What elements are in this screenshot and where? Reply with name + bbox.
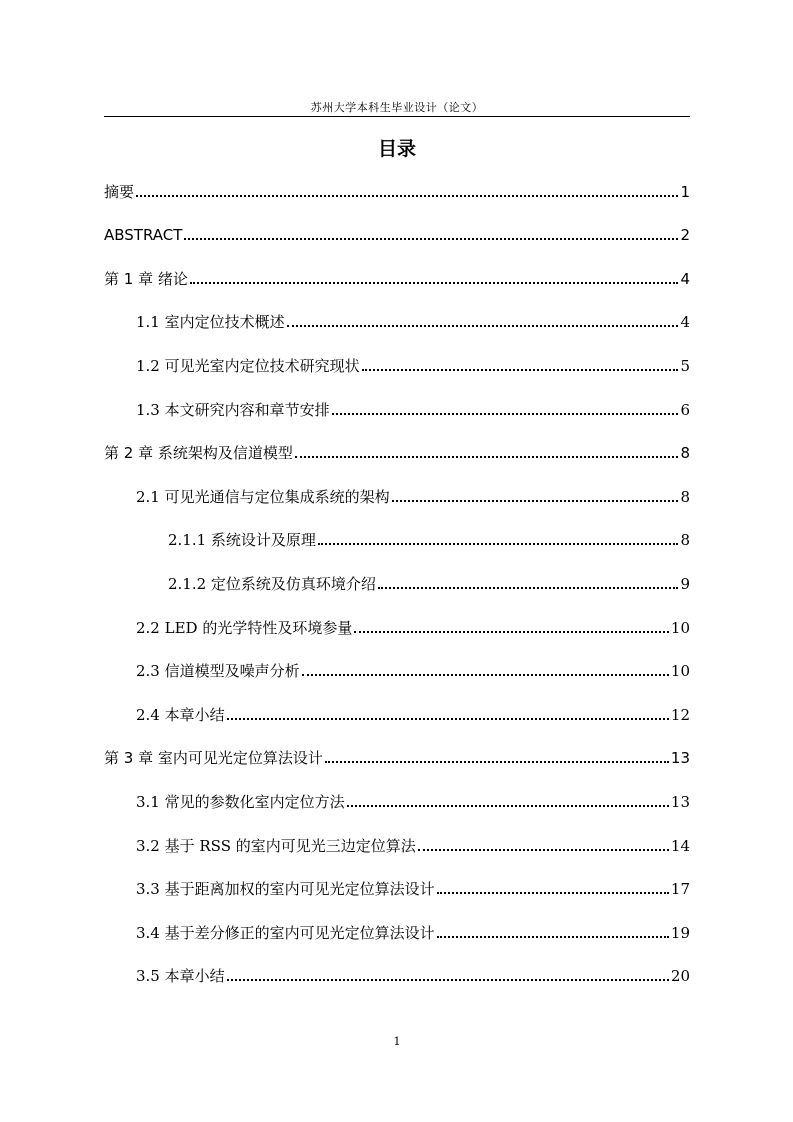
toc-entry-page: 1 [680, 182, 690, 201]
toc-entry[interactable] [104, 955, 690, 999]
toc-entry-title: 3.3 基于距离加权的室内可见光定位算法设计 [136, 880, 435, 899]
toc-entry[interactable] [104, 650, 690, 694]
toc-entry-title: 1.3 本文研究内容和章节安排 [136, 400, 330, 419]
dot-leader [318, 543, 679, 545]
page-number: 1 [393, 1035, 401, 1048]
toc-entry-page: 19 [670, 923, 690, 942]
toc-entry-title: 3.1 常见的参数化室内定位方法 [136, 792, 345, 811]
dot-leader [227, 979, 669, 981]
dot-leader [354, 631, 669, 633]
toc-entry-page: 10 [670, 662, 690, 681]
dot-leader [392, 500, 679, 502]
dot-leader [302, 674, 669, 676]
toc-entry[interactable] [104, 214, 690, 258]
toc-entry[interactable] [104, 257, 690, 301]
toc-entry-page: 8 [680, 487, 690, 506]
toc-entry-page: 8 [680, 444, 690, 463]
toc-entry-title: 2.4 本章小结 [136, 705, 225, 724]
dot-leader [378, 587, 679, 589]
toc-entry-page: 4 [680, 313, 690, 332]
toc-entry[interactable] [104, 606, 690, 650]
toc-entry-title: 第 3 章 室内可见光定位算法设计 [104, 749, 323, 768]
toc-entry[interactable] [104, 475, 690, 519]
toc-entry[interactable] [104, 344, 690, 388]
toc-entry-title: 3.5 本章小结 [136, 967, 225, 986]
toc-entry-title: 3.4 基于差分修正的室内可见光定位算法设计 [136, 923, 435, 942]
toc-entry-page: 13 [670, 792, 690, 811]
toc-entry-title: 1.1 室内定位技术概述 [136, 313, 285, 332]
toc-entry[interactable] [104, 911, 690, 955]
toc-entry[interactable] [104, 432, 690, 476]
toc-entry[interactable] [104, 562, 690, 606]
toc-entry-title: 3.2 基于 RSS 的室内可见光三边定位算法 [136, 836, 416, 855]
dot-leader [287, 325, 679, 327]
toc-entry[interactable] [104, 388, 690, 432]
toc-entry-title: 第 2 章 系统架构及信道模型 [104, 444, 293, 463]
dot-leader [347, 805, 669, 807]
toc-entry-page: 8 [680, 531, 690, 550]
toc-entry-page: 5 [680, 356, 690, 375]
dot-leader [437, 892, 669, 894]
toc-entry-page: 10 [670, 618, 690, 637]
dot-leader [184, 238, 678, 240]
toc-entry-title: 1.2 可见光室内定位技术研究现状 [136, 356, 360, 375]
toc-entry-page: 14 [670, 836, 690, 855]
toc-entry-page: 4 [680, 269, 690, 288]
dot-leader [227, 718, 669, 720]
toc-entry-title: 2.3 信道模型及噪声分析 [136, 662, 300, 681]
toc-title: 目录 [377, 138, 416, 160]
toc-entry-page: 12 [670, 705, 690, 724]
toc-entry[interactable] [104, 301, 690, 345]
toc-entry-page: 20 [670, 967, 690, 986]
toc-entry[interactable] [104, 780, 690, 824]
dot-leader [362, 369, 679, 371]
dot-leader [325, 761, 669, 763]
toc-entry-title: 2.1.2 定位系统及仿真环境介绍 [168, 574, 376, 593]
toc-entry-title: 第 1 章 绪论 [104, 269, 188, 288]
toc-entry-page: 2 [680, 226, 690, 245]
toc-entry-title: 2.1 可见光通信与定位集成系统的架构 [136, 487, 390, 506]
toc-entry[interactable] [104, 737, 690, 781]
running-header: 苏州大学本科生毕业设计（论文） [310, 101, 484, 114]
toc-entry[interactable] [104, 170, 690, 214]
toc-entry-page: 17 [670, 880, 690, 899]
toc-entry[interactable] [104, 693, 690, 737]
header-rule [104, 116, 690, 117]
toc-entry-title: 摘要 [104, 182, 135, 201]
toc-entry-page: 13 [670, 749, 690, 768]
dot-leader [437, 936, 669, 938]
toc-entry-page: 6 [680, 400, 690, 419]
dot-leader [418, 849, 669, 851]
toc-entry-page: 9 [680, 574, 690, 593]
table-of-contents [104, 170, 690, 998]
dot-leader [295, 456, 679, 458]
toc-entry-title: 2.2 LED 的光学特性及环境参量 [136, 618, 353, 637]
toc-entry-title: ABSTRACT [104, 226, 183, 245]
dot-leader [136, 195, 678, 197]
toc-entry[interactable] [104, 519, 690, 563]
dot-leader [190, 282, 679, 284]
toc-entry-title: 2.1.1 系统设计及原理 [168, 531, 316, 550]
dot-leader [332, 413, 679, 415]
toc-entry[interactable] [104, 824, 690, 868]
toc-entry[interactable] [104, 868, 690, 912]
